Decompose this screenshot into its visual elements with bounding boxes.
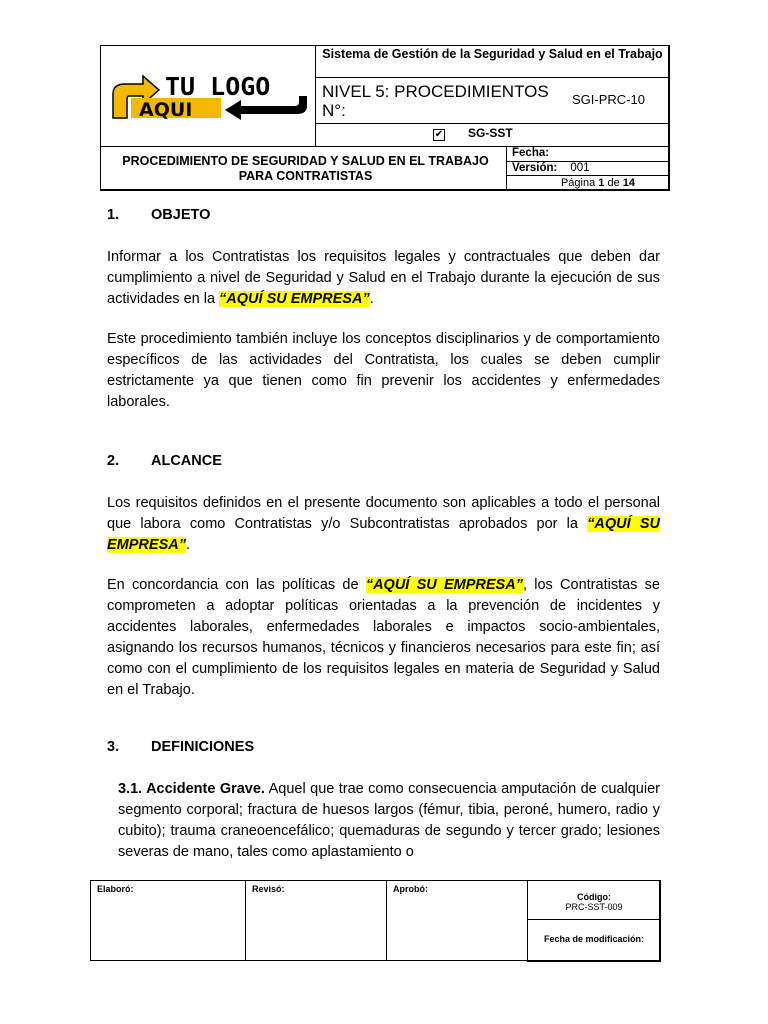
system-title: Sistema de Gestión de la Seguridad y Salud en el Trabajo [315,45,670,78]
section-heading-definiciones: 3. DEFINICIONES [107,739,255,755]
level-title: NIVEL 5: PROCEDIMIENTOS N°: [322,82,549,120]
aprobo-cell: Aprobó: [386,880,528,961]
logo-cell [100,45,316,147]
checkbox-checked-icon: ✔ [434,129,444,140]
company-placeholder-highlight: “AQUÍ SU EMPRESA” [219,291,370,307]
elaboro-cell: Elaboró: [90,880,246,961]
document-header-table [100,45,669,190]
section-heading-objeto: 1. OBJETO [107,207,211,223]
level-cell [315,77,670,124]
company-placeholder-highlight: “AQUÍ SU EMPRESA” [107,516,660,553]
company-logo-placeholder [101,46,315,146]
alcance-paragraph-1: Los requisitos definidos en el presente documento son aplicables a todo el personal que labora como Contratistas y/o Subcontratistas aprobados por la “AQUÍ SU EMPRESA”. [107,495,660,553]
version-value: 001 [570,162,590,174]
version-label: Versión: [512,162,558,174]
document-footer-table [90,880,660,961]
section-heading-alcance: 2. ALCANCE [107,453,222,469]
fecha-label: Fecha: [506,146,670,162]
level-code: SGI-PRC-10 [572,92,645,107]
version-cell [506,161,670,176]
alcance-paragraph-2: En concordancia con las políticas de “AQUÍ SU EMPRESA”, los Contratistas se comprometen a adoptar políticas orientadas a la prevención de incidentes y accidentes laborales, enfermedades laborales e impactos socio-ambientales, asignando los recursos humanos, técnicos y financieros necesarios para este fin; así como con el cumplimiento de los requisitos legales en materia de Seguridad y Salud en el Trabajo. [107,577,660,698]
company-placeholder-highlight: “AQUÍ SU EMPRESA” [365,577,523,593]
reviso-cell: Revisó: [245,880,387,961]
objeto-paragraph-2: Este procedimiento también incluye los conceptos disciplinarios y de comportamiento específicos de las actividades del Contratista, los cuales se deben cumplir estrictamente ya que tienen como fin prevenir los accidentes y enfermedades laborales. [107,331,660,410]
definition-term: 3.1. Accidente Grave. [118,781,265,797]
objeto-paragraph-1: Informar a los Contratistas los requisitos legales y contractuales que deben dar cumplimiento a nivel de Seguridad y Salud en el Trabajo durante la ejecución de sus actividades en la “AQUÍ SU EMPRESA”. [107,249,660,307]
definition-accidente-grave: 3.1. Accidente Grave. Aquel que trae como consecuencia amputación de cualquier segmento corporal; fractura de huesos largos (fémur, tibia, peroné, humero, radio y cubito); trauma craneoencefálico; quemaduras de segundo y tercer grado; lesiones severas de mano, tales como aplastamiento o [118,781,660,860]
logo-text-bottom: AQUI [139,99,193,121]
procedure-title: PROCEDIMIENTO DE SEGURIDAD Y SALUD EN EL TRABAJO PARA CONTRATISTAS [100,146,507,191]
codigo-cell: Código: PRC-SST-009 [527,880,661,920]
logo-text-top: TU LOGO [165,72,271,101]
fecha-modificacion-cell: Fecha de modificación: [527,919,661,962]
sg-sst-cell [315,123,670,147]
page-indicator: Página 1 de 14 [506,175,670,191]
sg-sst-label: SG-SST [468,126,513,140]
